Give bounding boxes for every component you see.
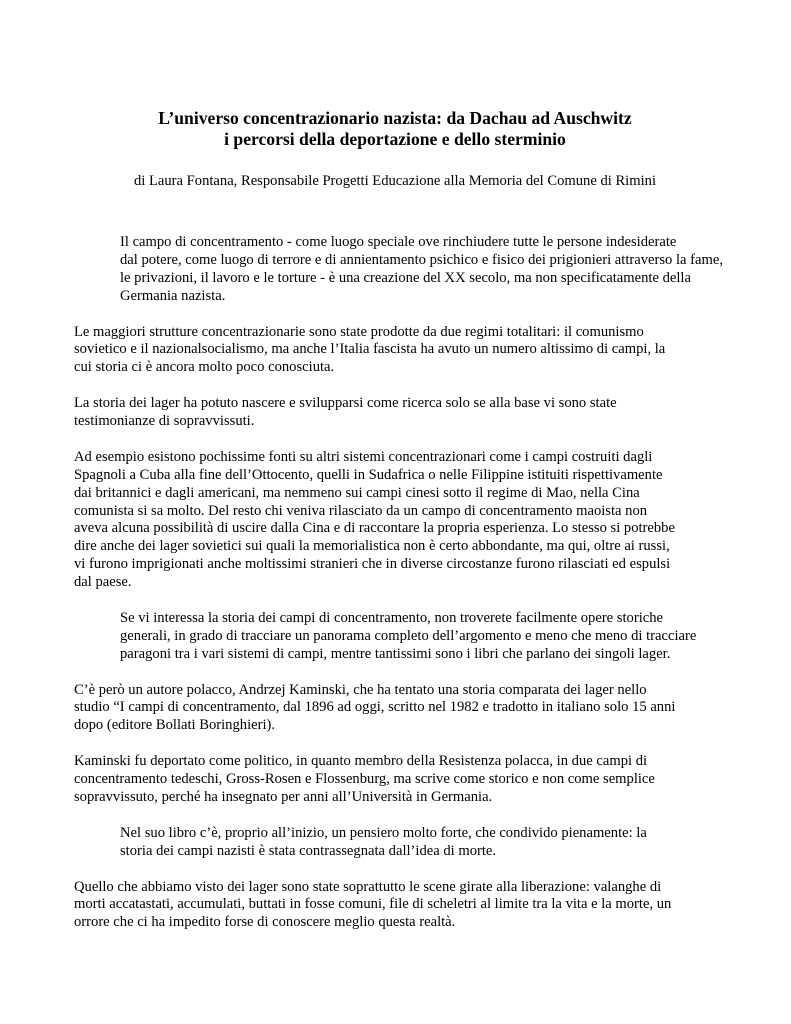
paragraph-line: cui storia ci è ancora molto poco conosciuta. — [74, 359, 335, 376]
paragraph-line: Se vi interessa la storia dei campi di concentramento, non troverete facilmente opere storiche — [120, 609, 663, 626]
paragraph-line: storia dei campi nazisti è stata contrassegnata dall’idea di morte. — [120, 842, 497, 859]
paragraph-line: generali, in grado di tracciare un panorama completo dell’argomento e meno che meno di tracciare — [120, 627, 697, 644]
paragraph-line: comunista si sa molto. Del resto chi veniva rilasciato da un campo di concentramento maoista non — [74, 502, 648, 519]
paragraph-line: concentramento tedeschi, Gross-Rosen e Flossenburg, ma scrive come storico e non come semplice — [74, 771, 655, 788]
paragraph-line: Germania nazista. — [120, 287, 226, 304]
paragraph-line: Il campo di concentramento - come luogo speciale ove rinchiudere tutte le persone indesiderate — [120, 234, 677, 250]
document-title — [74, 108, 716, 150]
paragraph-line: dai britannici e dagli americani, ma nemmeno sui campi cinesi sotto il regime di Mao, nella Cina — [74, 484, 640, 501]
paragraph-line: morti accatastati, accumulati, buttati in fosse comuni, file di scheletri al limite tra la vita e la morte, un — [74, 896, 672, 913]
paragraph-line: La storia dei lager ha potuto nascere e svilupparsi come ricerca solo se alla base vi sono state — [74, 395, 617, 412]
paragraph-line: le privazioni, il lavoro e le torture - è una creazione del XX secolo, ma non specificatamente della — [120, 269, 691, 286]
paragraph-line: sopravvissuto, perché ha insegnato per anni all’Università in Germania. — [74, 789, 493, 805]
paragraph-line: sovietico e il nazionalsocialismo, ma anche l’Italia fascista ha avuto un numero altissimo di campi, la — [74, 341, 666, 358]
paragraph-line: orrore che ci ha impedito forse di conoscere meglio questa realtà. — [74, 914, 456, 931]
paragraph-line: Ad esempio esistono pochissime fonti su altri sistemi concentrazionari come i campi costruiti dagli — [74, 448, 653, 465]
paragraph-line: dire anche dei lager sovietici sui quali la memorialistica non è certo abbondante, ma qui, oltre ai russi, — [74, 538, 670, 555]
paragraph-line: Kaminski fu deportato come politico, in quanto membro della Resistenza polacca, in due campi di — [74, 753, 648, 770]
paragraph-4 — [74, 449, 716, 592]
paragraph-1 — [74, 234, 723, 306]
paragraph-7 — [74, 753, 716, 807]
document-page — [74, 108, 723, 950]
paragraph-6 — [74, 682, 716, 736]
paragraph-2 — [74, 324, 716, 378]
paragraph-5 — [74, 610, 716, 664]
paragraph-line: Spagnoli a Cuba alla fine dell’Ottocento, quelli in Sudafrica o nelle Filippine istituiti rispettivamente — [74, 466, 663, 483]
paragraph-line: C’è però un autore polacco, Andrzej Kaminski, che ha tentato una storia comparata dei lager nello — [74, 681, 647, 698]
paragraph-line: dal paese. — [74, 574, 132, 591]
paragraph-line: paragoni tra i vari sistemi di campi, mentre tantissimi sono i libri che parlano dei singoli lager. — [120, 645, 671, 662]
document-body — [74, 234, 723, 932]
paragraph-line: testimonianze di sopravvissuti. — [74, 413, 255, 430]
paragraph-line: Quello che abbiamo visto dei lager sono state soprattutto le scene girate alla liberazione: valanghe di — [74, 878, 662, 895]
paragraph-line: studio “I campi di concentramento, dal 1896 ad oggi, scritto nel 1982 e tradotto in italiano solo 15 anni — [74, 699, 676, 716]
title-line-1: L’universo concentrazionario nazista: da Dachau ad Auschwitz — [158, 108, 632, 128]
paragraph-line: Nel suo libro c’è, proprio all’inizio, un pensiero molto forte, che condivido pienamente: la — [120, 824, 647, 841]
paragraph-line: dal potere, come luogo di terrore e di annientamento psichico e fisico dei prigionieri attraverso la fame, — [120, 251, 723, 268]
paragraph-line: aveva alcuna possibilità di uscire dalla Cina e di raccontare la propria esperienza. Lo stesso si potrebbe — [74, 520, 675, 537]
title-line-2: i percorsi della deportazione e dello sterminio — [224, 129, 566, 149]
paragraph-line: vi furono imprigionati anche moltissimi stranieri che in diverse circostanze furono rilasciati ed espulsi — [74, 556, 671, 573]
author-line: di Laura Fontana, Responsabile Progetti Educazione alla Memoria del Comune di Rimini — [133, 173, 656, 189]
paragraph-line: dopo (editore Bollati Boringhieri). — [74, 717, 276, 734]
paragraph-9 — [74, 879, 716, 933]
paragraph-3 — [74, 395, 716, 431]
paragraph-line: Le maggiori strutture concentrazionarie sono state prodotte da due regimi totalitari: il comunismo — [74, 323, 644, 340]
paragraph-8 — [74, 825, 716, 861]
